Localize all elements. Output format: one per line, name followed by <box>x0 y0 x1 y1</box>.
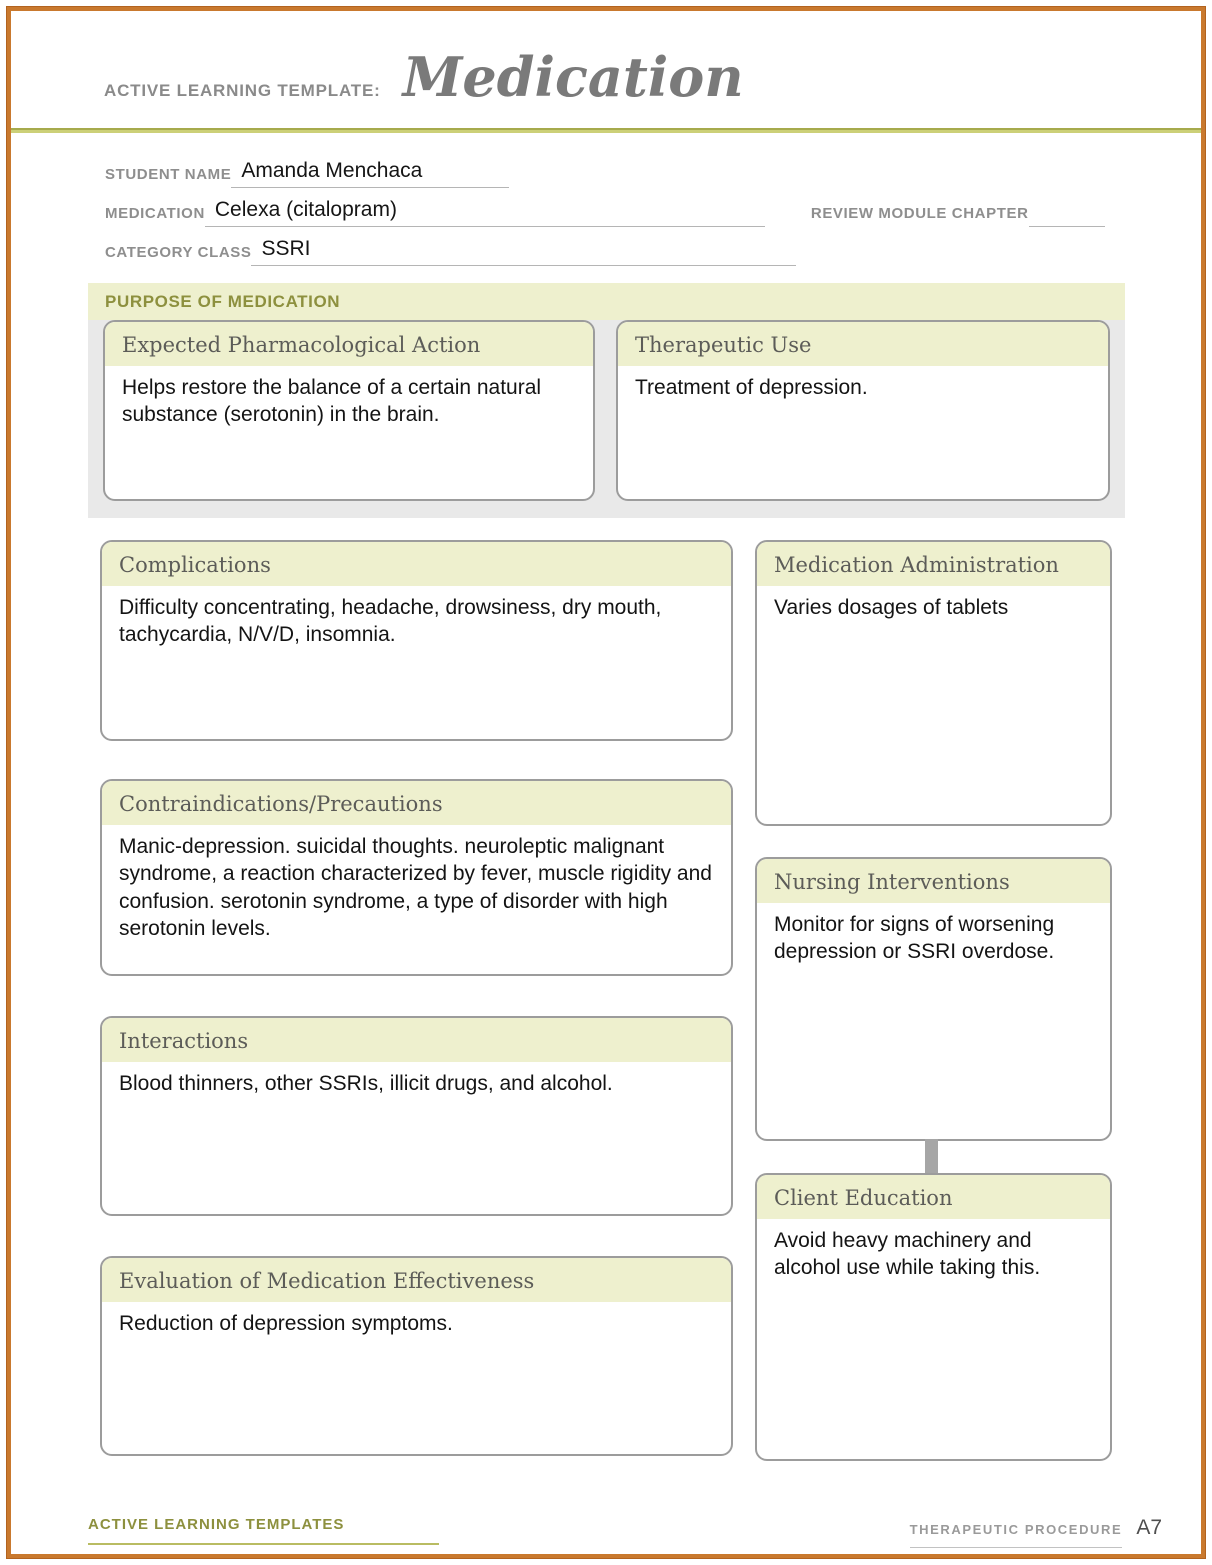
footer-templates-label-wrap <box>88 1516 439 1545</box>
student-name-value: Amanda Menchaca <box>231 158 509 188</box>
medication-value: Celexa (citalopram) <box>205 197 765 227</box>
medication-administration-box <box>755 540 1112 826</box>
footer-right-group <box>910 1516 1162 1548</box>
review-module-chapter-value <box>1029 201 1106 227</box>
student-name-row <box>105 158 1105 188</box>
contraindications-precautions-title: Contraindications/Precautions <box>102 781 731 825</box>
category-class-label: CATEGORY CLASS <box>105 244 252 261</box>
client-education-box <box>755 1173 1112 1461</box>
contraindications-precautions-box <box>100 779 733 976</box>
therapeutic-use-content: Treatment of depression. <box>635 376 868 399</box>
footer-category-label: THERAPEUTIC PROCEDURE <box>910 1522 1123 1548</box>
purpose-of-medication-title: PURPOSE OF MEDICATION <box>105 291 341 311</box>
purpose-of-medication-band <box>88 283 1125 320</box>
box-connector-bar <box>925 1139 938 1175</box>
complications-title: Complications <box>102 542 731 586</box>
medication-row <box>105 197 1105 227</box>
expected-pharmacological-action-content: Helps restore the balance of a certain natural substance (serotonin) in the brain. <box>122 376 542 427</box>
therapeutic-use-title: Therapeutic Use <box>618 322 1108 366</box>
client-education-content: Avoid heavy machinery and alcohol use while taking this. <box>774 1229 1041 1280</box>
category-class-value: SSRI <box>251 236 796 266</box>
medication-administration-content: Varies dosages of tablets <box>774 596 1009 619</box>
nursing-interventions-content: Monitor for signs of worsening depression or SSRI overdose. <box>774 913 1055 964</box>
medication-administration-title: Medication Administration <box>757 542 1110 586</box>
interactions-content: Blood thinners, other SSRIs, illicit drugs, and alcohol. <box>119 1072 613 1095</box>
page-title: Medication <box>402 45 744 109</box>
review-module-chapter-label: REVIEW MODULE CHAPTER <box>810 205 1029 222</box>
expected-pharmacological-action-title: Expected Pharmacological Action <box>105 322 593 366</box>
nursing-interventions-box <box>755 857 1112 1141</box>
complications-content: Difficulty concentrating, headache, drowsiness, dry mouth, tachycardia, N/V/D, insomnia. <box>119 596 662 647</box>
evaluation-of-medication-effectiveness-box <box>100 1256 733 1456</box>
template-type-label: ACTIVE LEARNING TEMPLATE: <box>104 81 381 100</box>
header-divider <box>11 128 1201 133</box>
evaluation-of-medication-effectiveness-title: Evaluation of Medication Effectiveness <box>102 1258 731 1302</box>
interactions-title: Interactions <box>102 1018 731 1062</box>
client-education-title: Client Education <box>757 1175 1110 1219</box>
therapeutic-use-box <box>616 320 1110 501</box>
nursing-interventions-title: Nursing Interventions <box>757 859 1110 903</box>
complications-box <box>100 540 733 741</box>
page-header <box>104 45 744 109</box>
footer-page-number: A7 <box>1136 1516 1162 1539</box>
category-class-row <box>105 236 1105 266</box>
footer-templates-label: ACTIVE LEARNING TEMPLATES <box>88 1516 345 1533</box>
student-name-label: STUDENT NAME <box>105 166 232 183</box>
evaluation-of-medication-effectiveness-content: Reduction of depression symptoms. <box>119 1312 453 1335</box>
medication-label: MEDICATION <box>105 205 205 222</box>
contraindications-precautions-content: Manic-depression. suicidal thoughts. neuroleptic malignant syndrome, a reaction characterized by fever, muscle rigidity and confusion. serotonin syndrome, a type of disorder with high serotonin levels. <box>119 835 712 940</box>
form-fields <box>105 158 1105 275</box>
interactions-box <box>100 1016 733 1216</box>
purpose-of-medication-panel <box>88 320 1125 518</box>
expected-pharmacological-action-box <box>103 320 595 501</box>
